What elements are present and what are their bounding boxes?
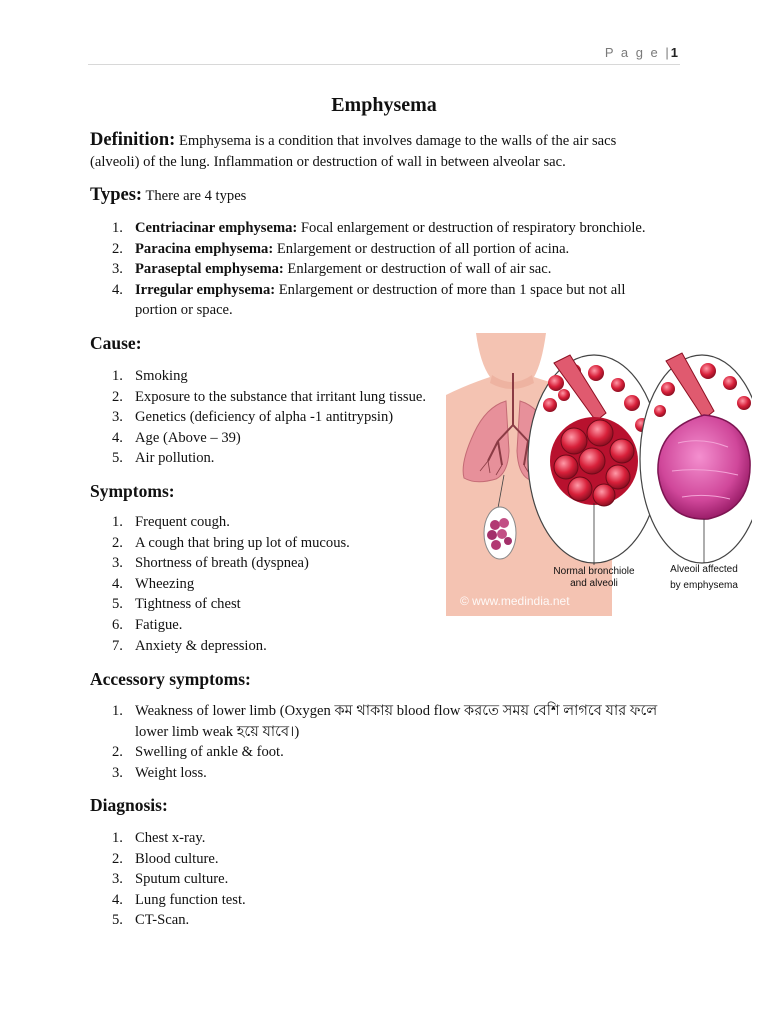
list-text: Smoking: [135, 368, 188, 384]
diagnosis-list: [90, 828, 450, 931]
type-description: Focal enlargement or destruction of respiratory bronchiole.: [297, 220, 646, 236]
list-item: [90, 849, 450, 870]
type-name: Centriacinar emphysema:: [135, 220, 298, 236]
list-item: [90, 533, 450, 554]
cause-heading: Cause:: [90, 333, 142, 353]
type-description: Enlargement or destruction of all portion of acina.: [273, 240, 570, 257]
list-item: [90, 636, 450, 657]
list-text: Tightness of chest: [135, 596, 241, 613]
normal-label-line2: and alveoli: [570, 578, 618, 589]
type-description: Enlargement or destruction of wall of air sac.: [283, 261, 552, 278]
list-number: 1.: [112, 368, 123, 384]
illustration-svg: [446, 333, 752, 616]
list-item: [90, 742, 690, 763]
list-number: 2.: [112, 534, 123, 551]
diagnosis-heading: Diagnosis:: [90, 795, 168, 815]
list-item: [90, 239, 690, 260]
list-item: [90, 366, 450, 387]
list-number: 4.: [112, 429, 123, 446]
list-item: [90, 512, 450, 533]
list-text: Weakness of lower limb (Oxygen কম থাকায় blood flow করতে সময় বেশি লাগবে যার ফলে: [135, 703, 658, 719]
list-text: Lung function test.: [135, 891, 246, 908]
list-text-continued: lower limb weak হয়ে যাবে।): [135, 723, 300, 740]
list-number: 2.: [112, 240, 123, 257]
page-title: Emphysema: [331, 94, 437, 116]
type-description: Enlargement or destruction of more than 1 space but not all: [275, 281, 626, 298]
type-name: Paraseptal emphysema:: [135, 261, 284, 278]
page-number: [605, 45, 678, 60]
list-text: Wheezing: [135, 575, 195, 592]
list-number: 6.: [112, 616, 123, 633]
list-number: 7.: [112, 637, 123, 654]
list-number: 3.: [112, 555, 123, 572]
definition-line2: (alveoli) of the lung. Inflammation or destruction of wall in between alveolar sac.: [90, 154, 566, 170]
page-number-value: 1: [670, 45, 678, 60]
list-text: Age (Above – 39): [135, 429, 241, 446]
list-item: [90, 763, 690, 784]
list-number: 5.: [112, 912, 123, 929]
symptoms-heading: Symptoms:: [90, 481, 175, 501]
watermark-text: © www.medindia.net: [460, 594, 570, 608]
list-item: [90, 574, 450, 595]
list-number: 2.: [112, 744, 123, 761]
list-number: 5.: [112, 596, 123, 613]
list-item: [90, 828, 450, 849]
list-text: Weight loss.: [135, 764, 207, 781]
list-number: 1.: [112, 220, 123, 236]
types-label: Types:: [90, 185, 143, 205]
list-number: 4.: [112, 281, 123, 298]
list-item: [90, 259, 690, 280]
list-text: Chest x-ray.: [135, 830, 206, 846]
list-number: 1.: [112, 830, 123, 846]
list-item: [90, 701, 690, 742]
types-intro: There are 4 types: [145, 188, 247, 204]
list-item: [90, 387, 450, 408]
affected-label-line1: Alveoil affected: [670, 564, 738, 575]
definition-paragraph: [90, 130, 660, 173]
page-label: P a g e |: [604, 45, 671, 60]
list-text: Genetics (deficiency of alpha -1 antitrypsin): [135, 409, 394, 426]
list-text: Anxiety & depression.: [135, 637, 267, 654]
list-number: 1.: [112, 703, 123, 719]
cause-list: [90, 366, 450, 469]
list-item: [90, 280, 690, 321]
list-number: 2.: [112, 388, 123, 405]
types-heading: [90, 185, 660, 207]
list-item: [90, 448, 450, 469]
type-name: Paracina emphysema:: [135, 240, 274, 257]
types-list: [90, 218, 690, 321]
list-item: [90, 890, 450, 911]
list-item: [90, 594, 450, 615]
list-item: [90, 428, 450, 449]
symptoms-list: [90, 512, 450, 656]
list-text: Swelling of ankle & foot.: [135, 744, 284, 761]
list-number: 5.: [112, 450, 123, 467]
list-number: 3.: [112, 871, 123, 888]
affected-label-line2: by emphysema: [670, 580, 738, 591]
list-number: 3.: [112, 409, 123, 426]
list-item: [90, 910, 450, 931]
list-text: Exposure to the substance that irritant lung tissue.: [135, 388, 427, 405]
list-number: 3.: [112, 261, 123, 278]
type-description-continued: portion or space.: [135, 302, 233, 319]
header-rule: [88, 64, 680, 65]
list-number: 1.: [112, 514, 123, 530]
accessory-symptoms-list: [90, 701, 690, 783]
type-name: Irregular emphysema:: [135, 281, 276, 298]
list-text: Air pollution.: [135, 450, 215, 467]
list-item: [90, 407, 450, 428]
list-text: Blood culture.: [135, 850, 219, 867]
definition-label: Definition:: [90, 130, 176, 150]
list-text: A cough that bring up lot of mucous.: [135, 534, 350, 551]
list-item: [90, 869, 450, 890]
list-item: [90, 218, 690, 239]
list-number: 4.: [112, 575, 123, 592]
list-number: 2.: [112, 850, 123, 867]
list-text: Shortness of breath (dyspnea): [135, 555, 309, 572]
emphysema-illustration: [446, 333, 752, 616]
normal-label-line1: Normal bronchiole: [553, 566, 635, 577]
list-number: 4.: [112, 891, 123, 908]
accessory-symptoms-heading: Accessory symptoms:: [90, 669, 251, 689]
list-text: Fatigue.: [135, 616, 183, 633]
list-item: [90, 553, 450, 574]
definition-line1: Emphysema is a condition that involves damage to the walls of the air sacs: [178, 133, 617, 149]
list-text: Frequent cough.: [135, 514, 230, 530]
list-text: Sputum culture.: [135, 871, 229, 888]
list-number: 3.: [112, 764, 123, 781]
list-text: CT-Scan.: [135, 912, 190, 929]
list-item: [90, 615, 450, 636]
